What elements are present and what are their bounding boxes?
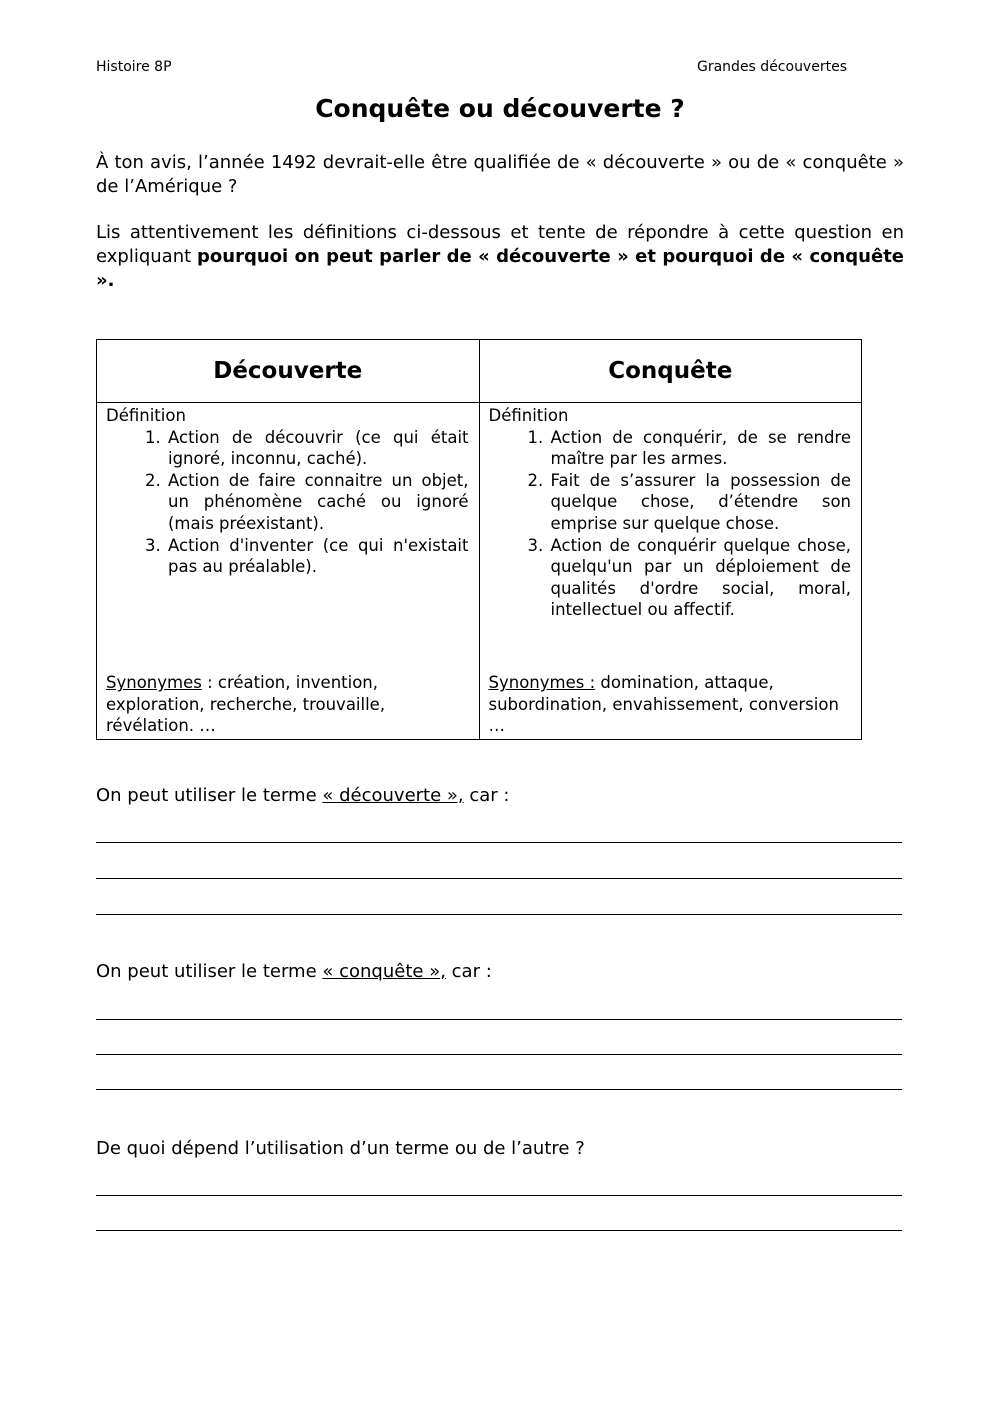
answer-line[interactable] [96,1195,902,1196]
question-suffix: car : [445,961,492,982]
decouverte-heading: Découverte [97,340,480,403]
decouverte-definition-list [106,427,469,578]
decouverte-cell [97,403,480,740]
conquete-definition-item: 3. Action de conquérir quelque chose, quelqu'un par un déploiement de qualités d'ordre social, moral, intellectuel ou affectif. [549,535,852,621]
conquete-definition-label: Définition [488,406,569,425]
conquete-synonyms-text: domination, attaque, subordination, envahissement, conversion … [488,673,839,736]
answer-line[interactable] [96,1054,902,1055]
conquete-definition-item: 1. Action de conquérir, de se rendre maître par les armes. [549,427,852,470]
page-title: Conquête ou découverte ? [315,94,685,123]
conquete-definition-list [489,427,852,621]
question-term: « conquête », [322,961,446,982]
question-suffix: car : [463,785,510,806]
instruction-emphasis: pourquoi on peut parler de « découverte » et pourquoi de « conquête ». [96,246,905,291]
conquete-synonyms [489,672,852,737]
decouverte-synonyms-text: : création, invention, exploration, recherche, trouvaille, révélation. … [106,673,386,736]
conquete-heading: Conquête [479,340,862,403]
question-usage: De quoi dépend l’utilisation d’un terme ou de l’autre ? [96,1138,585,1159]
answer-line[interactable] [96,1019,902,1020]
conquete-definition-item: 2. Fait de s’assurer la possession de quelque chose, d’étendre son emprise sur quelque chose. [549,470,852,535]
decouverte-definition-item: 3. Action d'inventer (ce qui n'existait pas au préalable). [166,535,469,578]
conquete-cell [479,403,862,740]
decouverte-synonyms [106,672,469,737]
instruction-text: Lis attentivement les définitions ci-dessous et tente de répondre à cette question en expliquant [96,222,904,267]
conquete-synonyms-label: Synonymes : [488,673,596,693]
decouverte-definition-label: Définition [106,406,186,425]
decouverte-definition-item: 2. Action de faire connaitre un objet, un phénomène caché ou ignoré (mais préexistant). [166,470,469,535]
answer-line[interactable] [96,1230,902,1231]
question-conquete [96,961,492,982]
header-topic: Grandes découvertes [697,59,847,75]
question-prefix: On peut utiliser le terme [96,961,323,982]
question-prefix: On peut utiliser le terme [96,785,323,806]
answer-line[interactable] [96,914,902,915]
definitions-table [96,339,862,740]
intro-question: À ton avis, l’année 1492 devrait-elle être qualifiée de « découverte » ou de « conquête » de l’Amérique ? [96,152,904,197]
header-subject: Histoire 8P [96,59,172,75]
question-decouverte [96,785,510,806]
decouverte-definition-item: 1. Action de découvrir (ce qui était ignoré, inconnu, caché). [166,427,469,470]
question-term: « découverte », [322,785,464,806]
answer-line[interactable] [96,878,902,879]
answer-line[interactable] [96,1089,902,1090]
intro-instruction [96,221,904,293]
answer-line[interactable] [96,842,902,843]
decouverte-synonyms-label: Synonymes [106,673,202,693]
